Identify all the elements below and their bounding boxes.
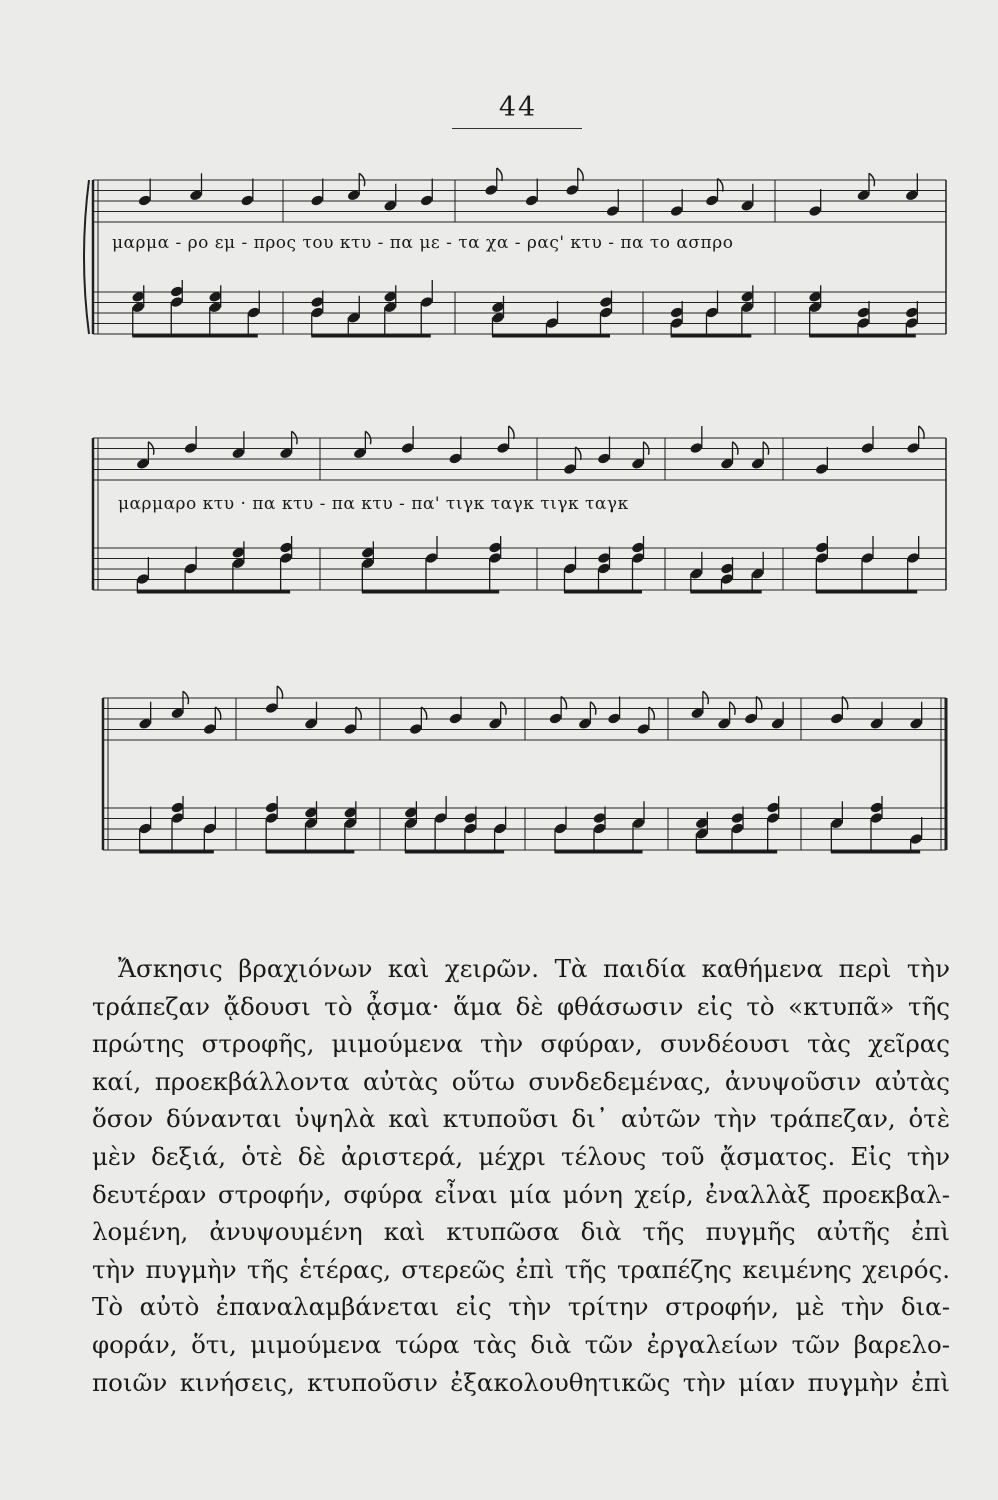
page-number: 44: [498, 92, 538, 123]
body-text-line: πρώτης στροφῆς, μιμούμενα τὴν σφύραν, συνδέουσι τὰς χεῖρας: [92, 1029, 950, 1059]
body-text-line: ποιῶν κινήσεις, κτυποῦσιν ἐξακολουθητικῶς τὴν μίαν πυγμὴν ἐπὶ: [92, 1367, 950, 1397]
note-flag: [509, 426, 514, 439]
body-text: [92, 950, 950, 1401]
body-text-line: τὴν πυγμὴν τῆς ἑτέρας, στερεῶς ἐπὶ τῆς τραπέζης κειμένης χειρός.: [92, 1254, 950, 1284]
note-flag: [919, 426, 924, 439]
system-brace: [84, 180, 89, 334]
body-text-line: καί, προεκβάλλοντα αὐτὰς οὕτω συνδεδεμένας, ἀνυψοῦσιν αὐτὰς: [92, 1066, 950, 1096]
note-flag: [497, 168, 502, 181]
note-flag: [277, 686, 282, 699]
body-text-line: Ἄσκησις βραχιόνων καὶ χειρῶν. Τὰ παιδία καθήμενα περὶ τὴν: [118, 954, 950, 983]
body-text-line: ὅσον δύνανται ὑψηλὰ καὶ κτυποῦσι δι᾿ αὐτῶν τὴν τράπεζαν, ὁτὲ: [92, 1104, 950, 1134]
body-text-line: τράπεζαν ᾄδουσι τὸ ᾆσμα· ἅμα δὲ φθάσωσιν εἰς τὸ «κτυπᾶ» τῆς: [92, 991, 950, 1021]
body-text-line: λομένη, ἀνυψουμένη καὶ κτυπῶσα διὰ τῆς πυγμῆς αὐτῆς ἐπὶ: [92, 1217, 950, 1247]
body-text-line: φοράν, ὅτι, μιμούμενα τώρα τὰς διὰ τῶν ἐργαλείων τῶν βαρελο-: [92, 1329, 950, 1359]
lyrics-system-1: μαρμα - ρο εμ - προς του κτυ - πα με - τα χα - ρας' κτυ - πα το ασπρο: [112, 233, 734, 253]
lyrics-system-2: μαρμαρο κτυ · πα κτυ - πα κτυ - πα' τιγκ ταγκ τιγκ ταγκ: [118, 494, 629, 514]
note-flag: [578, 168, 583, 181]
body-text-line: Τὸ αὐτὸ ἐπαναλαμβάνεται εἰς τὴν τρίτην στροφήν, μὲ τὴν δια-: [92, 1292, 950, 1322]
body-text-line: μὲν δεξιά, ὁτὲ δὲ ἀριστερά, μέχρι τέλους τοῦ ᾄσματος. Εἰς τὴν: [92, 1141, 950, 1171]
body-text-line: δευτέραν στροφήν, σφύρα εἶναι μία μόνη χείρ, ἐναλλὰξ προεκβαλ-: [92, 1179, 950, 1209]
